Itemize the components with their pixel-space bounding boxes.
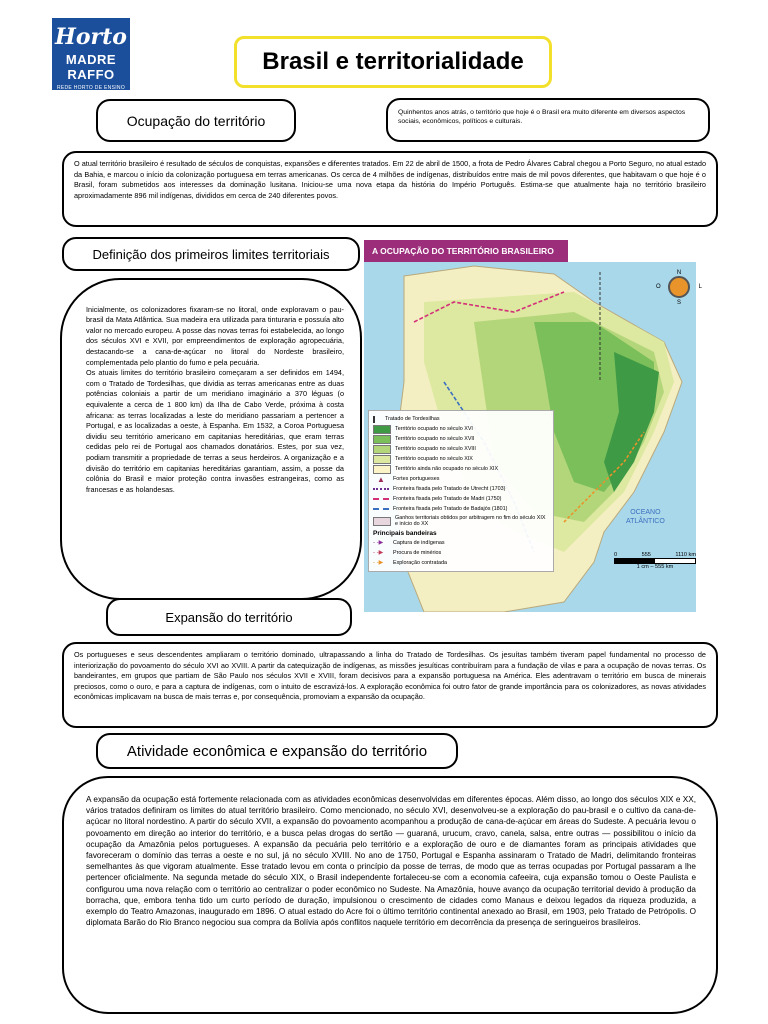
legend-item: [373, 494, 549, 504]
intro-text: Quinhentos anos atrás, o território que hoje é o Brasil era muito diferente em diversos aspectos sociais, econômicos, políticos e culturais.: [398, 109, 686, 126]
logo-line1: Horto: [55, 24, 127, 50]
legend-swatch: [373, 425, 391, 434]
occupation-map: [364, 240, 702, 612]
map-title: A OCUPAÇÃO DO TERRITÓRIO BRASILEIRO: [364, 240, 568, 262]
section-title-ocupacao-text: Ocupação do território: [126, 112, 266, 129]
expansao-text: Os portugueses e seus descendentes ampliaram o território dominado, ultrapassando a linha do Tratado de Tordesilhas. Os jesuítas também tiveram papel fundamental no processo de interiorização do povoamento do século XVI ao XVIII. A partir da catequização de indígenas, as missões jesuíticas contribuíram para a fundação de vilas e para a ocupação de novas terras. Os bandeirantes, em grupos que partiam de São Paulo nos séculos XVII e XVIII, foram decisivos para a expansão portuguesa na América. Eles adentravam o território em busca de minerais preciosos, como o ouro, e para a captura de indígenas, com o intuito de escravizá-los. A exploração econômica foi outro fator de grande importância para os colonizadores, as novas atividades econômicas implicavam na busca de mais terras e, por consequência, promoviam a expansão da ocupação.: [74, 650, 706, 702]
legend-swatch: [373, 416, 381, 423]
ocean-label-line2: ATLÂNTICO: [626, 518, 665, 525]
legend-swatch: [373, 508, 389, 510]
legend-swatch: [373, 455, 391, 464]
compass-rose: [656, 270, 702, 350]
section-title-expansao-text: Expansão do território: [165, 609, 293, 625]
compass-north: N: [676, 270, 682, 276]
legend-item: [373, 454, 549, 464]
legend-label: Tratado de Tordesilhas: [385, 416, 440, 422]
scale-tick-2: 1110 km: [675, 552, 696, 558]
legend-swatch: [373, 445, 391, 454]
expansao-box: [62, 642, 718, 728]
legend-item: [373, 484, 549, 494]
legend-label: Território ainda não ocupado no século XIX: [395, 466, 499, 472]
legend-label: Território ocupado no século XVII: [395, 436, 475, 442]
legend-item: [373, 434, 549, 444]
compass-west: O: [656, 284, 661, 290]
legend-swatch: [373, 465, 391, 474]
bandeira-label: Procura de minérios: [393, 550, 442, 556]
logo-line3: REDE HORTO DE ENSINO: [56, 85, 126, 91]
legend-label: Território ocupado no século XVI: [395, 426, 473, 432]
bandeira-label: Captura de indígenas: [393, 540, 445, 546]
legend-swatch: [373, 435, 391, 444]
bandeiras-title: Principais bandeiras: [373, 530, 437, 537]
legend-item: [373, 504, 549, 514]
scale-ratio: 1 cm – 555 km: [636, 564, 674, 570]
scale-tick-0: 0: [614, 552, 618, 558]
arrow-icon: - -▶: [373, 539, 384, 546]
bandeira-item: [373, 558, 549, 568]
ocean-label-line1: OCEANO: [630, 509, 661, 516]
intro-box: [386, 98, 710, 142]
ocupacao-box: [62, 151, 718, 227]
atividade-box: [62, 776, 718, 1014]
page-title: [234, 36, 552, 88]
arrow-icon: - -▶: [373, 549, 384, 556]
legend-swatch: [373, 517, 391, 526]
section-title-atividade: [96, 733, 458, 769]
legend-label: Fronteira fixada pelo Tratado de Utrecht (1703): [393, 486, 506, 492]
compass-east: L: [698, 284, 702, 290]
legend-item: [373, 444, 549, 454]
bandeira-item: [373, 538, 549, 548]
section-title-ocupacao: [96, 99, 296, 142]
legend-label: Fortes portugueses: [393, 476, 440, 482]
legend-swatch: [373, 498, 389, 500]
legend-label: Território ocupado no século XVIII: [395, 446, 476, 452]
arrow-icon: - -▶: [373, 559, 384, 566]
compass-icon: [668, 276, 690, 298]
legend-swatch: [373, 488, 389, 490]
legend-label: Ganhos territoriais obtidos por arbitragem no fim do século XIX e início do XX: [395, 514, 546, 527]
legend-item-tordesilhas: [373, 414, 549, 424]
atividade-text: A expansão da ocupação está fortemente relacionada com as atividades econômicas desenvolvidas em diferentes épocas. Além disso, ao longo dos séculos XIX e XX, vários tratados definiram os limites do atual território brasileiro. Como mencionado, no século XVI, desenvolveu-se a exploração do pau-brasil e o cultivo da cana-de-açúcar no litoral nordestino. A partir do século XVII, a expansão do povoamento acompanhou a produção de cana-de-açúcar em áreas do Sudeste. A pecuária levou o povoamento em direção ao interior do território, e a busca pelas drogas do sertão — guaraná, urucum, cravo, canela, salsa, entre outras — possibilitou o início da ocupação da Amazônia pelos portugueses. A expansão da pecuária pelo território e a exploração de ouro e de diamantes foram as principais atividades que favoreceram o domínio das terras a oeste e no sul, já no século XVIII. No ano de 1750, Portugal e Espanha assinaram o Tratado de Madri, delimitando fronteiras semelhantes às que vigoram atualmente. Esse tratado levou em conta o princípio da posse de terras, de modo que as terras ocupadas por Portugal passaram a lhe pertencer oficialmente. Na segunda metade do século XIX, o Brasil independente fortaleceu-se com a economia cafeeira, cuja expansão tomou o Oeste Paulista e configurou uma nova relação com o território ao centralizar o poder econômico no Sudeste. Na Amazônia, houve avanço da ocupação territorial devido à produção da borracha, que, embora tenha tido um curto período de duração, impulsionou o crescimento de cidades como Manaus e deixou legados da riqueza produzida, a exemplo do Teatro Amazonas, inaugurado em 1896. O atual estado do Acre foi o último território continental anexado ao Brasil, em 1903, pelo Tratado de Petrópolis. O diplomata Barão do Rio Branco negociou sua compra da Bolívia após conflitos naquele território em decorrência da presença de seringueiros brasileiros.: [86, 795, 696, 928]
bandeira-label: Exploração contratada: [393, 560, 447, 566]
limites-text: Inicialmente, os colonizadores fixaram-se no litoral, onde exploravam o pau-brasil da Mata Atlântica. Sua madeira era utilizada para tinturaria e possuía alto valor no mercado europeu. A posse das novas terras foi estabelecida, ao longo dos séculos XVI e XVII, por empreendimentos de exploração agropecuária, destacando-se a cana-de-açúcar no litoral do Nordeste brasileiro, complementada pelo plantio do fumo e pela pecuária. Os atuais limites do território brasileiro começaram a ser definidos em 1494, com o Tratado de Tordesilhas, que dividia as terras americanas entre as duas potências coloniais a partir de um meridiano imaginário a 370 léguas (o equivalente a cerca de 1 800 km) da Ilha de Cabo Verde, próxima à costa africana: as terras localizadas a leste do meridiano passariam a pertencer a Portugal, e as localizadas a oeste, à Espanha. Em 1532, a Coroa Portuguesa dividiu seu território americano em capitanias hereditárias, que eram terras cedidas pelo rei de Portugal aos chamados donatários. Estes, por sua vez, podiam transmitir a propriedade de terras a seus herdeiros. A organização e a divisão do território em capitanias hereditárias garantiam, assim, a posse da colônia do Brasil e maior proteção contra invasões estrangeiras, como as francesas e as holandesas.: [86, 304, 344, 494]
legend-label: Fronteira fixada pelo Tratado de Badajós (1801): [393, 506, 508, 512]
map-scale: [614, 552, 696, 570]
logo-line2: MADRE RAFFO: [65, 52, 117, 82]
map-legend: [368, 410, 554, 572]
section-title-limites: [62, 237, 360, 271]
scale-tick-1: 555: [641, 552, 651, 558]
section-title-expansao: [106, 598, 352, 636]
legend-item: [373, 514, 549, 528]
limites-box: [60, 278, 362, 600]
school-logo: [52, 18, 130, 90]
legend-item: [373, 474, 549, 484]
legend-label: Fronteira fixada pelo Tratado de Madri (1750): [393, 496, 502, 502]
section-title-limites-text: Definição dos primeiros limites territoriais: [92, 246, 330, 262]
ocupacao-text: O atual território brasileiro é resultado de séculos de conquistas, expansões e diferentes tratados. Em 22 de abril de 1500, a frota de Pedro Álvares Cabral chegou a Porto Seguro, no atual estado da Bahia, e marcou o início da colonização portuguesa em terras americanas. Os cerca de 4 milhões de indígenas, distribuídos entre mais de mil povos diferentes, que habitavam o que hoje é o Brasil, foram submetidos aos interesses da dominação lusitana. Iniciou-se uma nova etapa da história do Império Português. Estima-se que atualmente haja no território brasileiro aproximadamente 896 mil indígenas, divididos em cerca de 240 diferentes povos.: [74, 159, 706, 200]
legend-item: [373, 424, 549, 434]
ocean-label: [626, 508, 665, 526]
compass-south: S: [676, 300, 681, 306]
bandeira-item: [373, 548, 549, 558]
legend-item: [373, 464, 549, 474]
legend-label: Território ocupado no século XIX: [395, 456, 473, 462]
section-title-atividade-text: Atividade econômica e expansão do território: [126, 742, 428, 760]
page-title-text: Brasil e territorialidade: [262, 48, 524, 75]
fort-icon: ▲: [377, 474, 385, 484]
